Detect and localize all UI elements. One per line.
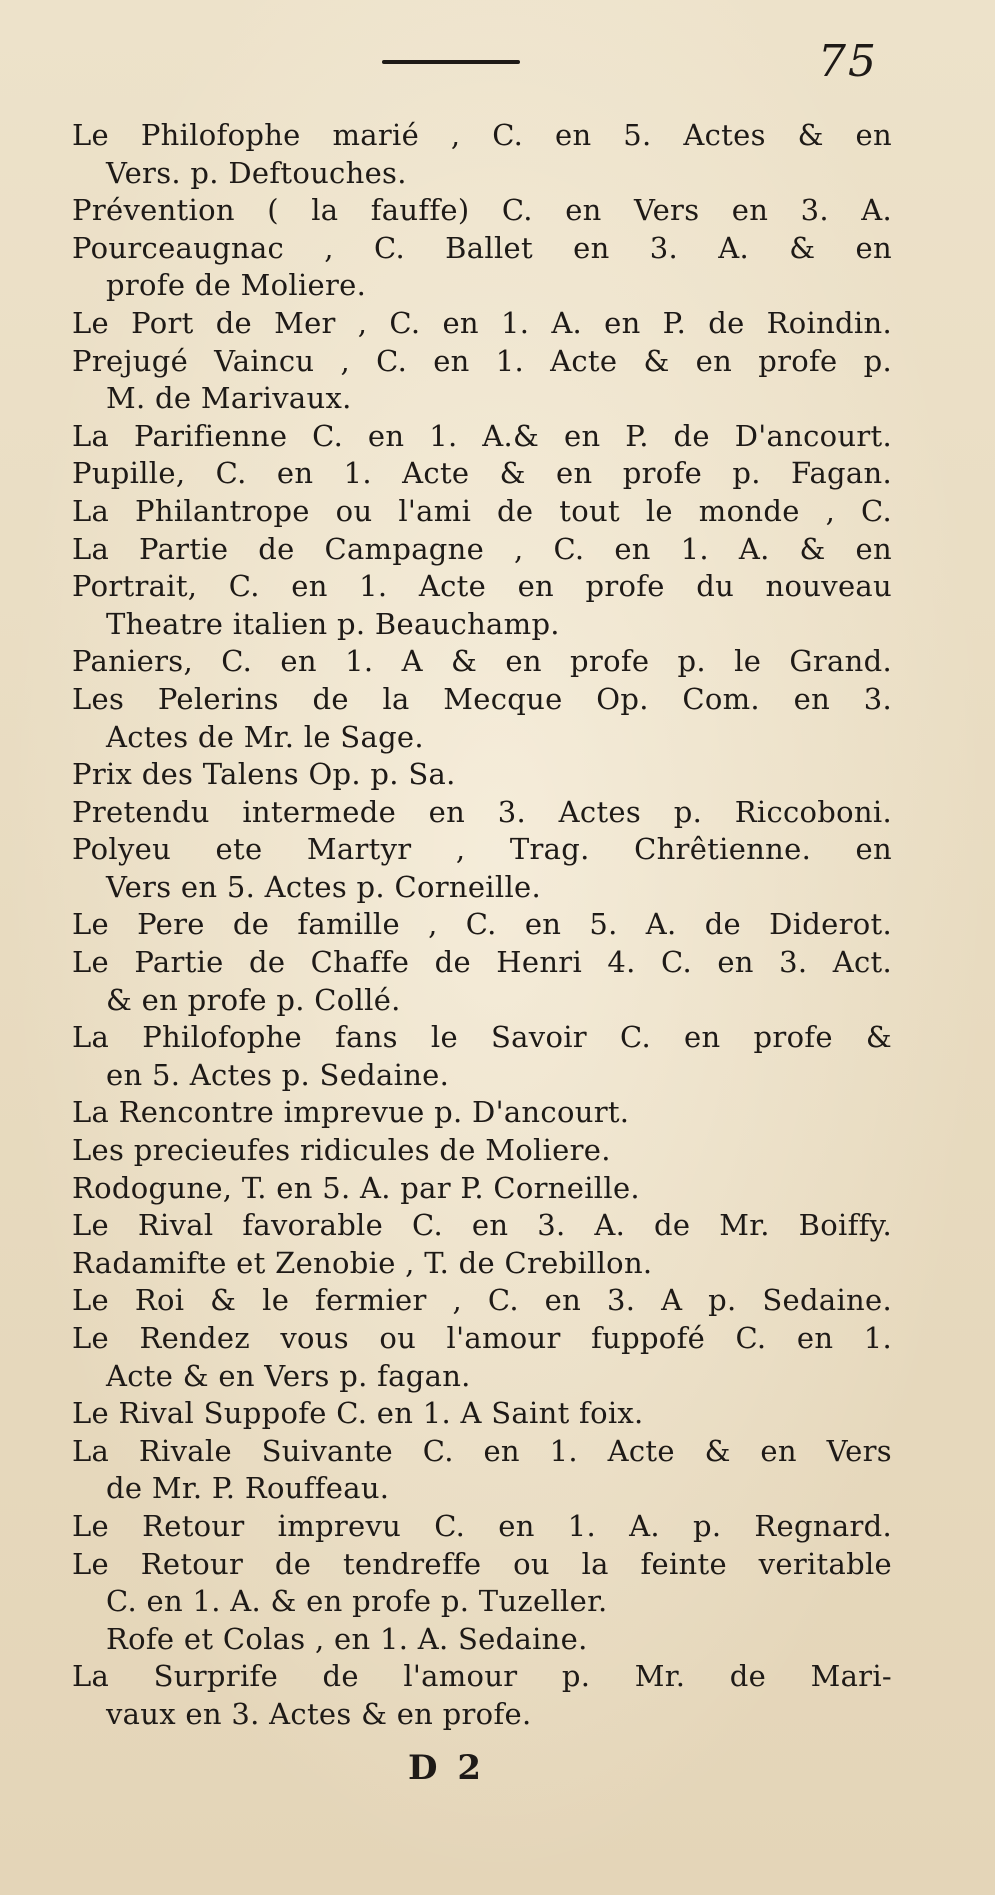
catalogue-line: vaux en 3. Actes & en profe. bbox=[106, 1696, 532, 1731]
catalogue-line: Le Philofophe marié , C. en 5. Actes & en bbox=[72, 118, 892, 152]
catalogue-line: La Philantrope ou l'ami de tout le monde , C. bbox=[72, 493, 892, 528]
catalogue-line: Radamifte et Zenobie , T. de Crebillon. bbox=[72, 1245, 653, 1280]
catalogue-line: Le Roi & le fermier , C. en 3. A p. Sedaine. bbox=[72, 1283, 892, 1318]
catalogue-line: en 5. Actes p. Sedaine. bbox=[106, 1057, 450, 1092]
catalogue-line: Le Partie de Chaffe de Henri 4. C. en 3. Act. bbox=[72, 945, 892, 980]
catalogue-line: Portrait, C. en 1. Acte en profe du nouveau bbox=[72, 569, 892, 604]
catalogue-line: Pourceaugnac , C. Ballet en 3. A. & en bbox=[72, 230, 892, 265]
catalogue-line: Theatre italien p. Beauchamp. bbox=[106, 606, 560, 641]
catalogue-line: Prejugé Vaincu , C. en 1. Acte & en profe p. bbox=[72, 343, 892, 378]
catalogue-line: La Surprife de l'amour p. Mr. de Mari- bbox=[72, 1659, 892, 1694]
catalogue-line: M. de Marivaux. bbox=[106, 381, 352, 416]
catalogue-line: Actes de Mr. le Sage. bbox=[106, 719, 424, 754]
catalogue-line: Rodogune, T. en 5. A. par P. Corneille. bbox=[72, 1170, 640, 1205]
catalogue-line: Le Retour imprevu C. en 1. A. p. Regnard. bbox=[72, 1508, 892, 1543]
catalogue-line: Pretendu intermede en 3. Actes p. Riccoboni. bbox=[72, 794, 892, 829]
catalogue-line: Les precieufes ridicules de Moliere. bbox=[72, 1133, 611, 1168]
catalogue-line: Polyeu ete Martyr , Trag. Chrêtienne. en bbox=[72, 832, 892, 867]
catalogue-line: Le Port de Mer , C. en 1. A. en P. de Roindin. bbox=[72, 305, 892, 340]
header-rule bbox=[382, 60, 520, 64]
catalogue-line: Le Retour de tendreffe ou la feinte veritable bbox=[72, 1546, 892, 1581]
catalogue-line: La Parifienne C. en 1. A.& en P. de D'ancourt. bbox=[72, 418, 892, 453]
catalogue-line: Pupille, C. en 1. Acte & en profe p. Fagan. bbox=[72, 456, 892, 491]
catalogue-line: La Partie de Campagne , C. en 1. A. & en bbox=[72, 531, 892, 566]
catalogue-line: C. en 1. A. & en profe p. Tuzeller. bbox=[106, 1584, 608, 1619]
catalogue-line: Vers en 5. Actes p. Corneille. bbox=[106, 869, 542, 904]
signature-mark: D 2 bbox=[408, 1748, 485, 1788]
catalogue-line: La Rencontre imprevue p. D'ancourt. bbox=[72, 1095, 630, 1130]
catalogue-line: Prix des Talens Op. p. Sa. bbox=[72, 757, 456, 792]
page-header bbox=[0, 36, 995, 100]
catalogue-line: Acte & en Vers p. fagan. bbox=[106, 1358, 471, 1393]
catalogue-line: Les Pelerins de la Mecque Op. Com. en 3. bbox=[72, 681, 892, 716]
catalogue-line: & en profe p. Collé. bbox=[106, 982, 401, 1017]
catalogue-line: Le Rival favorable C. en 3. A. de Mr. Boiffy. bbox=[72, 1208, 892, 1243]
catalogue-entries bbox=[72, 117, 892, 1734]
catalogue-line: profe de Moliere. bbox=[106, 268, 367, 303]
catalogue-line: Prévention ( la fauffe) C. en Vers en 3. A. bbox=[72, 193, 892, 228]
catalogue-line: Paniers, C. en 1. A & en profe p. le Grand. bbox=[72, 644, 892, 679]
page-number: 75 bbox=[818, 36, 878, 87]
catalogue-line: La Philofophe fans le Savoir C. en profe & bbox=[72, 1020, 892, 1055]
catalogue-line: Le Pere de famille , C. en 5. A. de Diderot. bbox=[72, 907, 892, 942]
catalogue-line: Rofe et Colas , en 1. A. Sedaine. bbox=[106, 1621, 588, 1656]
catalogue-line: de Mr. P. Rouffeau. bbox=[106, 1471, 390, 1506]
catalogue-line: Vers. p. Deftouches. bbox=[106, 155, 407, 190]
catalogue-line: La Rivale Suivante C. en 1. Acte & en Vers bbox=[72, 1433, 892, 1468]
catalogue-line: Le Rendez vous ou l'amour fuppofé C. en 1. bbox=[72, 1321, 892, 1355]
catalogue-line: Le Rival Suppofe C. en 1. A Saint foix. bbox=[72, 1396, 644, 1431]
